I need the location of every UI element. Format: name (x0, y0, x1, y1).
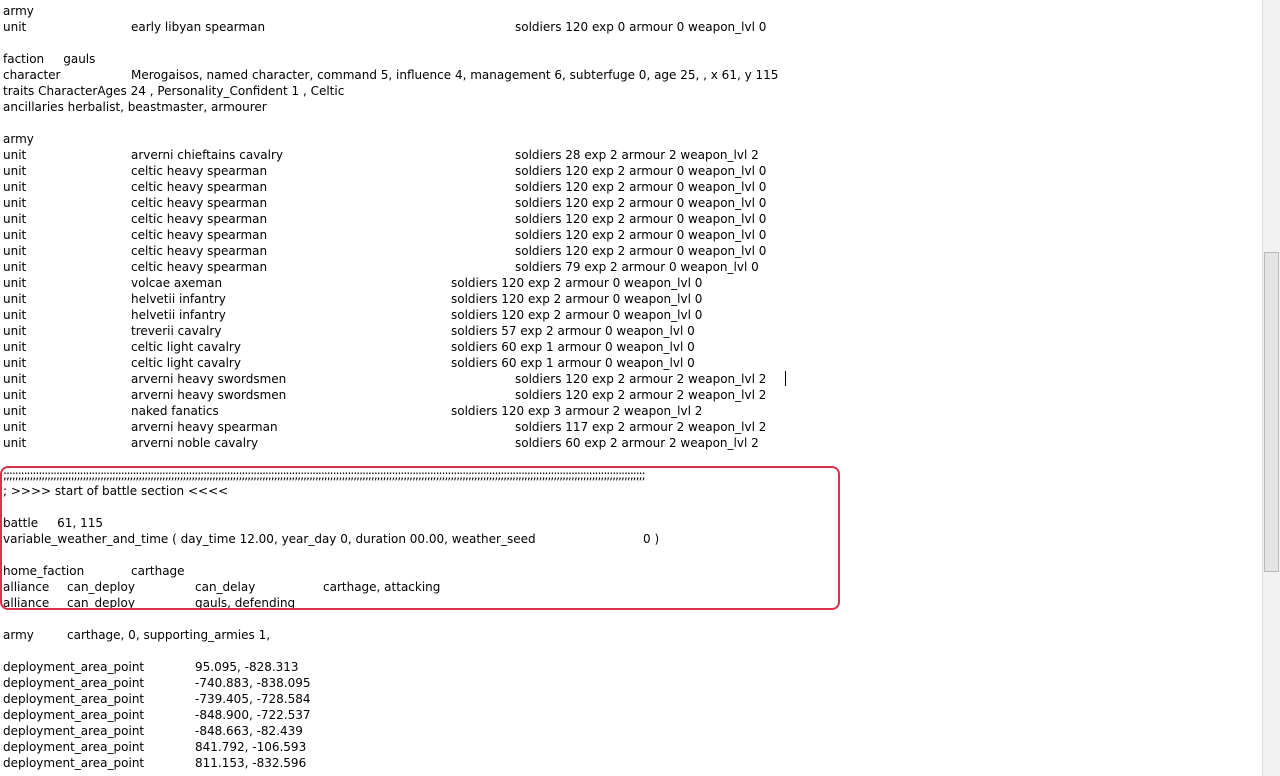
text-line-segment: alliance (3, 580, 50, 594)
text-line-segment: -739.405, -728.584 (195, 692, 311, 706)
text-line-segment: soldiers 120 exp 2 armour 0 weapon_lvl 0 (451, 308, 703, 322)
text-line-segment: unit (3, 148, 27, 162)
text-line (0, 307, 1262, 323)
text-line-segment: helvetii infantry (131, 292, 226, 306)
text-line-segment: celtic heavy spearman (131, 228, 268, 242)
text-line-segment: -848.663, -82.439 (195, 724, 303, 738)
text-line-segment: arverni heavy swordsmen (131, 388, 287, 402)
text-line-segment: soldiers 117 exp 2 armour 2 weapon_lvl 2 (515, 420, 767, 434)
text-line-segment: soldiers 120 exp 2 armour 2 weapon_lvl 2 (515, 388, 767, 402)
text-line-segment: naked fanatics (131, 404, 219, 418)
text-line-segment: alliance (3, 596, 50, 610)
text-line-segment: carthage (131, 564, 185, 578)
text-line (0, 3, 1262, 19)
text-line (0, 291, 1262, 307)
text-line-segment: arverni chieftains cavalry (131, 148, 284, 162)
text-line (0, 499, 1262, 515)
text-line-segment: soldiers 28 exp 2 armour 2 weapon_lvl 2 (515, 148, 759, 162)
text-line (0, 339, 1262, 355)
text-line (0, 403, 1262, 419)
text-line-segment: treverii cavalry (131, 324, 222, 338)
text-line-segment: unit (3, 260, 27, 274)
text-line-segment: ;;;;;;;;;;;;;;;;;;;;;;;;;;;;;;;;;;;;;;;;;;;;;;;;;;;;;;;;;;;;;;;;;;;;;;;;;;;;;;;;;;;;;;;;;;;;;;;;;;;;;;;;;;;;;;;;;;;;;;;;;;;;;;;;;;;;;;;;;;;;;;;;;;;;;;;;;;;;;;;;;;;;;;;;;;;;;;;;;;;;;;;;;;;;;;;;;;;;;;;;;;;;;;;;;;;;;;;;;; (3, 468, 645, 482)
text-line-segment: unit (3, 420, 27, 434)
text-line-segment: unit (3, 244, 27, 258)
text-line-segment: army (3, 628, 34, 642)
text-line-segment: soldiers 120 exp 2 armour 0 weapon_lvl 0 (515, 212, 767, 226)
text-line-segment: unit (3, 180, 27, 194)
text-line-segment: unit (3, 276, 27, 290)
text-line-segment: soldiers 57 exp 2 armour 0 weapon_lvl 0 (451, 324, 695, 338)
text-line-segment: unit (3, 388, 27, 402)
text-line-segment: soldiers 120 exp 2 armour 0 weapon_lvl 0 (515, 164, 767, 178)
text-line-segment: soldiers 120 exp 2 armour 0 weapon_lvl 0 (515, 244, 767, 258)
text-line-segment: 841.792, -106.593 (195, 740, 307, 754)
text-line-segment: soldiers 120 exp 2 armour 0 weapon_lvl 0 (515, 180, 767, 194)
text-line-segment: soldiers 60 exp 1 armour 0 weapon_lvl 0 (451, 340, 695, 354)
text-line (0, 755, 1262, 771)
text-line-segment: carthage, 0, supporting_armies 1, (67, 628, 271, 642)
text-line-segment: arverni noble cavalry (131, 436, 259, 450)
text-line (0, 739, 1262, 755)
text-line (0, 467, 1262, 483)
text-line (0, 419, 1262, 435)
text-line-segment: soldiers 60 exp 1 armour 0 weapon_lvl 0 (451, 356, 695, 370)
text-line-segment: ancillaries herbalist, beastmaster, armourer (3, 100, 267, 114)
text-line-segment: unit (3, 164, 27, 178)
text-line (0, 531, 1262, 547)
text-line (0, 579, 1262, 595)
text-line-segment: can_deploy (67, 596, 135, 610)
scrollbar-thumb[interactable] (1264, 252, 1279, 572)
text-line-segment: deployment_area_point (3, 692, 145, 706)
text-line (0, 563, 1262, 579)
text-line-segment: unit (3, 292, 27, 306)
text-line-segment: helvetii infantry (131, 308, 226, 322)
text-line-segment: unit (3, 356, 27, 370)
text-line-segment: unit (3, 372, 27, 386)
text-line-segment: celtic heavy spearman (131, 196, 268, 210)
text-line-segment: arverni heavy spearman (131, 420, 278, 434)
text-line (0, 595, 1262, 611)
text-line-segment: soldiers 120 exp 2 armour 0 weapon_lvl 0 (515, 196, 767, 210)
text-line (0, 323, 1262, 339)
text-line-segment: can_deploy (67, 580, 135, 594)
text-line-segment: volcae axeman (131, 276, 223, 290)
text-line (0, 435, 1262, 451)
text-line (0, 355, 1262, 371)
text-line (0, 83, 1262, 99)
text-line (0, 387, 1262, 403)
text-line (0, 275, 1262, 291)
text-line-segment: soldiers 120 exp 2 armour 0 weapon_lvl 0 (451, 292, 703, 306)
text-line-segment: deployment_area_point (3, 708, 145, 722)
text-line-segment: 811.153, -832.596 (195, 756, 307, 770)
text-line-segment: gauls, defending (195, 596, 296, 610)
text-line-segment: soldiers 79 exp 2 armour 0 weapon_lvl 0 (515, 260, 759, 274)
text-line-segment: soldiers 120 exp 3 armour 2 weapon_lvl 2 (451, 404, 703, 418)
text-line-segment: unit (3, 20, 27, 34)
text-line (0, 515, 1262, 531)
text-line-segment: ; >>>> start of battle section <<<< (3, 484, 229, 498)
text-line-segment: character (3, 68, 61, 82)
text-line (0, 163, 1262, 179)
text-line-segment: army (3, 4, 34, 18)
text-line (0, 243, 1262, 259)
text-line-segment: carthage, attacking (323, 580, 441, 594)
vertical-scrollbar[interactable] (1262, 0, 1280, 776)
text-line-segment: soldiers 120 exp 2 armour 0 weapon_lvl 0 (515, 228, 767, 242)
text-line (0, 627, 1262, 643)
text-line-segment: soldiers 120 exp 0 armour 0 weapon_lvl 0 (515, 20, 767, 34)
text-line (0, 99, 1262, 115)
text-line (0, 643, 1262, 659)
text-line-segment: unit (3, 308, 27, 322)
text-line-segment: unit (3, 404, 27, 418)
text-line-segment: deployment_area_point (3, 724, 145, 738)
text-line (0, 611, 1262, 627)
text-line (0, 259, 1262, 275)
text-line-segment: celtic heavy spearman (131, 164, 268, 178)
text-caret (785, 371, 786, 386)
text-line-segment: -848.900, -722.537 (195, 708, 311, 722)
text-line-segment: deployment_area_point (3, 676, 145, 690)
text-line-segment: deployment_area_point (3, 740, 145, 754)
text-line-segment: celtic heavy spearman (131, 180, 268, 194)
text-line-segment: battle 61, 115 (3, 516, 103, 530)
text-line-segment: celtic light cavalry (131, 340, 241, 354)
text-line-segment: army (3, 132, 34, 146)
text-line (0, 195, 1262, 211)
text-line-segment: Merogaisos, named character, command 5, influence 4, management 6, subterfuge 0, age 25, , x 61, y 115 (131, 68, 779, 82)
text-line-segment: soldiers 120 exp 2 armour 0 weapon_lvl 0 (451, 276, 703, 290)
text-line (0, 211, 1262, 227)
text-line (0, 707, 1262, 723)
text-line-segment: celtic heavy spearman (131, 260, 268, 274)
text-line (0, 147, 1262, 163)
text-line-segment: -740.883, -838.095 (195, 676, 311, 690)
text-line-segment: 0 ) (643, 532, 660, 546)
text-line-segment: unit (3, 436, 27, 450)
text-line (0, 51, 1262, 67)
text-line-segment: faction gauls (3, 52, 96, 66)
text-line-segment: unit (3, 340, 27, 354)
text-line (0, 179, 1262, 195)
text-line-segment: unit (3, 324, 27, 338)
text-line-segment: deployment_area_point (3, 756, 145, 770)
text-line-segment: deployment_area_point (3, 660, 145, 674)
text-line-segment: soldiers 120 exp 2 armour 2 weapon_lvl 2 (515, 372, 767, 386)
text-line (0, 131, 1262, 147)
text-line (0, 19, 1262, 35)
text-line (0, 675, 1262, 691)
text-line (0, 659, 1262, 675)
text-line (0, 451, 1262, 467)
text-line-segment: celtic heavy spearman (131, 244, 268, 258)
text-line-segment: unit (3, 228, 27, 242)
text-line-segment: soldiers 60 exp 2 armour 2 weapon_lvl 2 (515, 436, 759, 450)
text-line (0, 691, 1262, 707)
text-line-segment: can_delay (195, 580, 256, 594)
text-line (0, 227, 1262, 243)
text-line (0, 547, 1262, 563)
text-line-segment: traits CharacterAges 24 , Personality_Confident 1 , Celtic (3, 84, 345, 98)
text-line-segment: celtic heavy spearman (131, 212, 268, 226)
text-line-segment: home_faction (3, 564, 85, 578)
text-line (0, 115, 1262, 131)
text-line-segment: 95.095, -828.313 (195, 660, 299, 674)
text-line-segment: unit (3, 196, 27, 210)
text-line (0, 723, 1262, 739)
text-line-segment: early libyan spearman (131, 20, 266, 34)
text-line-segment: unit (3, 212, 27, 226)
text-line (0, 483, 1262, 499)
text-line-segment: celtic light cavalry (131, 356, 241, 370)
text-line-segment: variable_weather_and_time ( day_time 12.00, year_day 0, duration 00.00, weather_seed (3, 532, 536, 546)
text-line-segment: arverni heavy swordsmen (131, 372, 287, 386)
text-line (0, 35, 1262, 51)
text-line (0, 371, 1262, 387)
text-line (0, 67, 1262, 83)
